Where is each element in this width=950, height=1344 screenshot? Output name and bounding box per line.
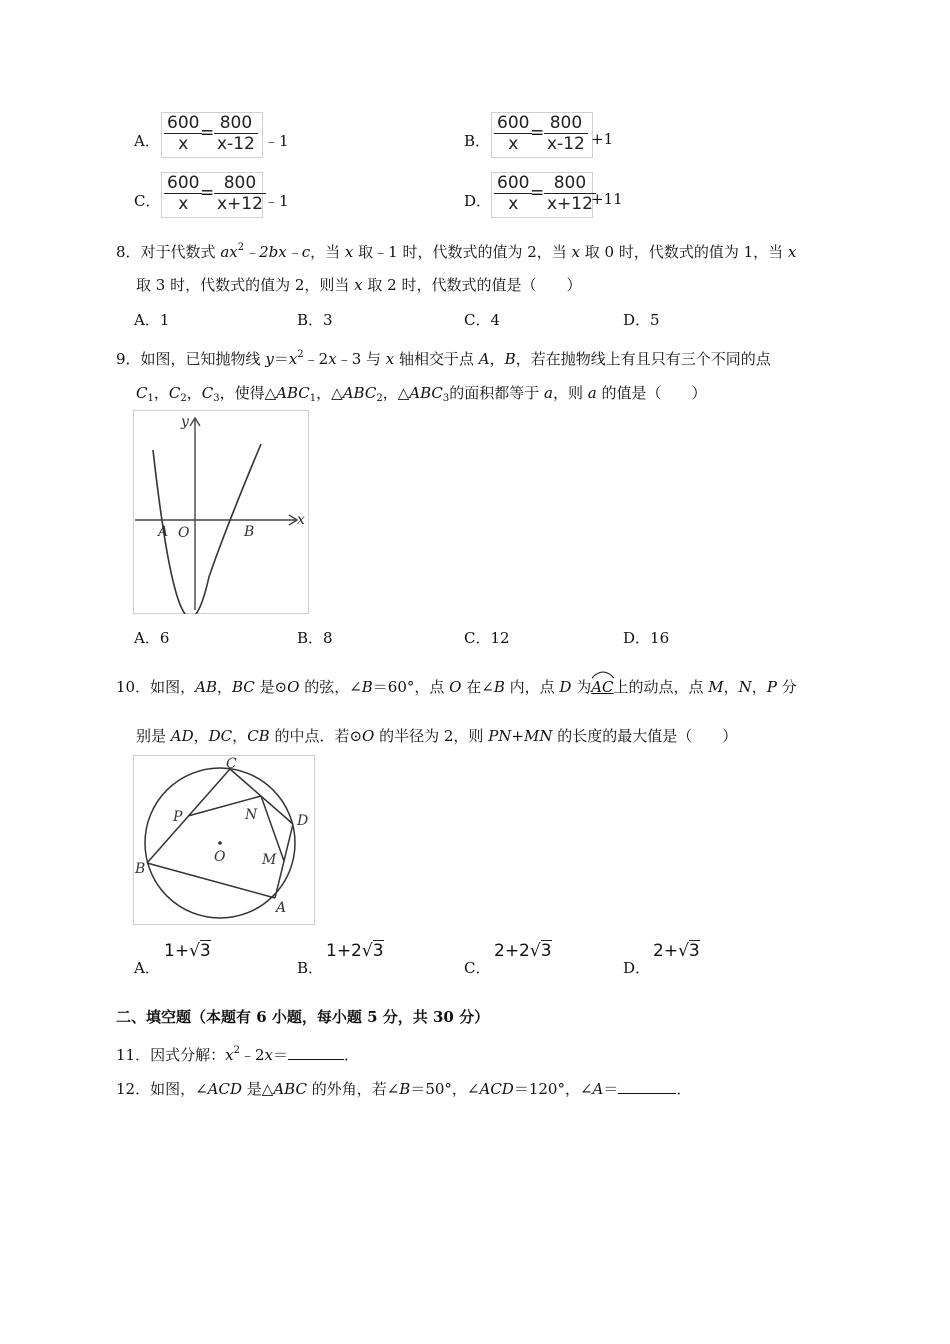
radicand: 3 bbox=[540, 941, 552, 961]
label-o: O bbox=[214, 849, 226, 865]
text: 因式分解： bbox=[150, 1046, 226, 1064]
q7-option-b-label: B． bbox=[464, 132, 491, 150]
subscript: 1 bbox=[309, 393, 317, 404]
var: x bbox=[385, 350, 395, 368]
text: ＝ bbox=[273, 350, 289, 368]
radicand: 3 bbox=[372, 941, 384, 961]
q10-option-c-expr bbox=[494, 941, 552, 961]
exponent: 2 bbox=[233, 1045, 240, 1056]
var: N bbox=[738, 678, 752, 696]
arc-icon bbox=[590, 668, 616, 680]
text: ＝120°，∠ bbox=[513, 1080, 593, 1098]
text: ＝ bbox=[272, 1046, 288, 1064]
subscript: 1 bbox=[147, 393, 154, 404]
text: 是△ bbox=[242, 1080, 274, 1098]
var: A bbox=[478, 350, 490, 368]
text: + bbox=[511, 727, 524, 745]
point-a-label: A bbox=[158, 524, 169, 540]
var: x bbox=[328, 350, 337, 368]
point-b-label: B bbox=[244, 524, 255, 540]
q8-line-2 bbox=[136, 275, 582, 295]
var: ABC bbox=[273, 1080, 307, 1098]
equals-sign: = bbox=[200, 183, 215, 203]
text: ﹣2 bbox=[239, 1046, 265, 1064]
q9-line-1 bbox=[116, 345, 771, 369]
numerator: 800 bbox=[223, 173, 257, 193]
q8-option-b: B．3 bbox=[297, 311, 333, 329]
section-title: 二、填空题（本题有 6 小题，每小题 5 分，共 30 分） bbox=[116, 1008, 490, 1026]
text: 为 bbox=[571, 678, 592, 696]
denominator: x bbox=[164, 193, 202, 214]
numerator: 600 bbox=[497, 173, 530, 193]
text: 的面积都等于 bbox=[449, 384, 545, 402]
numerator: 600 bbox=[497, 113, 530, 133]
var: a bbox=[544, 384, 553, 402]
var: y bbox=[265, 350, 274, 368]
var: M bbox=[708, 678, 724, 696]
var: CB bbox=[247, 727, 270, 745]
sqrt-icon: √ bbox=[529, 941, 541, 961]
var: C bbox=[201, 384, 214, 402]
q10-option-d-expr bbox=[653, 941, 700, 961]
q8-line-1 bbox=[116, 238, 796, 262]
q10-option-c-label: C． bbox=[464, 959, 491, 977]
text: 上的动点，点 bbox=[613, 678, 709, 696]
var: ACD bbox=[207, 1080, 243, 1098]
q10-option-d-label: D． bbox=[623, 959, 651, 977]
text: 内，点 bbox=[504, 678, 560, 696]
var: MN bbox=[524, 727, 553, 745]
expr: 1+ bbox=[164, 941, 190, 961]
var: ABC bbox=[276, 384, 310, 402]
q10-line-2 bbox=[136, 726, 737, 746]
arc-ac bbox=[591, 677, 613, 697]
var: PN bbox=[488, 727, 512, 745]
text: 如图，∠ bbox=[150, 1080, 208, 1098]
expr: ﹣2bx﹣c bbox=[244, 243, 311, 261]
text: 的弦，∠ bbox=[299, 678, 362, 696]
expr: 2+2 bbox=[494, 941, 530, 961]
q7-option-c-tail: ﹣1 bbox=[264, 192, 289, 210]
var: O bbox=[362, 727, 375, 745]
label-p: P bbox=[173, 809, 183, 825]
var: AB bbox=[195, 678, 217, 696]
origin-label: O bbox=[178, 525, 190, 541]
text: ， bbox=[232, 727, 248, 745]
text: ，使得△ bbox=[219, 384, 277, 402]
q7-option-b-formula bbox=[491, 112, 593, 158]
q10-option-b-label: B． bbox=[297, 959, 324, 977]
radicand: 3 bbox=[199, 941, 211, 961]
sqrt-icon: √ bbox=[361, 941, 373, 961]
text: 的长度的最大值是（ ） bbox=[552, 727, 738, 745]
var: P bbox=[766, 678, 777, 696]
text: 别是 bbox=[136, 727, 171, 745]
label-m: M bbox=[262, 852, 277, 868]
q7-option-a-label: A． bbox=[134, 132, 160, 150]
var: B bbox=[399, 1080, 411, 1098]
q9-line-2 bbox=[136, 383, 707, 409]
answer-blank[interactable] bbox=[288, 1045, 344, 1060]
denominator: x bbox=[494, 133, 532, 154]
q10-option-b-expr bbox=[326, 941, 384, 961]
text: ，△ bbox=[316, 384, 343, 402]
q7-option-a-formula bbox=[161, 112, 263, 158]
var: ACD bbox=[479, 1080, 514, 1098]
text: 轴相交于点 bbox=[394, 350, 479, 368]
var: O bbox=[449, 678, 462, 696]
q8-option-c: C．4 bbox=[464, 311, 501, 329]
var: O bbox=[287, 678, 300, 696]
text: ， bbox=[751, 678, 767, 696]
denominator: x-12 bbox=[214, 133, 258, 154]
q9-parabola-figure bbox=[133, 410, 309, 614]
q7-option-c-label: C． bbox=[134, 192, 161, 210]
figure-border bbox=[134, 411, 309, 614]
label-b: B bbox=[135, 861, 146, 877]
q9-option-b: B．8 bbox=[297, 629, 333, 647]
var: x bbox=[264, 1046, 273, 1064]
text: 是⊙ bbox=[254, 678, 288, 696]
q8-option-a: A．1 bbox=[134, 311, 170, 329]
sqrt-icon: √ bbox=[189, 941, 200, 961]
text: ＝60°，点 bbox=[372, 678, 450, 696]
var: DC bbox=[208, 727, 233, 745]
text: 如图， bbox=[150, 678, 196, 696]
q7-option-d-formula bbox=[491, 172, 593, 218]
var: AD bbox=[170, 727, 194, 745]
numerator: 800 bbox=[549, 113, 583, 133]
q9-option-c: C．12 bbox=[464, 629, 510, 647]
text: ， bbox=[193, 727, 209, 745]
denominator: x bbox=[164, 133, 202, 154]
var: D bbox=[559, 678, 572, 696]
denominator: x+12 bbox=[544, 193, 596, 214]
numerator: 800 bbox=[553, 173, 587, 193]
text: 的外角，若∠ bbox=[306, 1080, 400, 1098]
text: ，则 bbox=[552, 384, 588, 402]
center-dot bbox=[218, 841, 222, 845]
var: B bbox=[493, 678, 505, 696]
text: ， bbox=[216, 678, 232, 696]
text: ， bbox=[489, 350, 505, 368]
text: 在∠ bbox=[461, 678, 494, 696]
var: A bbox=[592, 1080, 604, 1098]
text: 取 0 时，代数式的值为 1，当 bbox=[580, 243, 788, 261]
subscript: 3 bbox=[442, 393, 450, 404]
text: ＝ bbox=[603, 1080, 619, 1098]
text: ，当 bbox=[310, 243, 345, 261]
text: 的半径为 2，则 bbox=[374, 727, 489, 745]
text: 分 bbox=[776, 678, 797, 696]
text: ． bbox=[343, 1046, 359, 1064]
text: 的中点．若⊙ bbox=[269, 727, 363, 745]
subscript: 3 bbox=[213, 393, 220, 404]
q10-line-1 bbox=[116, 677, 797, 697]
q10-circle-figure bbox=[133, 755, 315, 925]
question-number: 11． bbox=[116, 1046, 151, 1064]
text: 取 2 时，代数式的值是（ ） bbox=[362, 276, 582, 294]
var: x bbox=[344, 243, 354, 261]
var: BC bbox=[231, 678, 255, 696]
answer-blank[interactable] bbox=[618, 1079, 676, 1094]
var: x bbox=[225, 1046, 234, 1064]
sqrt-icon: √ bbox=[678, 941, 689, 961]
subscript: 2 bbox=[180, 393, 187, 404]
q7-option-d-tail: +11 bbox=[591, 190, 623, 208]
var: a bbox=[587, 384, 597, 402]
var: x bbox=[787, 243, 797, 261]
label-d: D bbox=[297, 813, 309, 829]
text: ， bbox=[723, 678, 739, 696]
denominator: x bbox=[494, 193, 532, 214]
label-n: N bbox=[245, 807, 258, 823]
equals-sign: = bbox=[530, 183, 545, 203]
var: x bbox=[288, 350, 298, 368]
expr: ax bbox=[220, 243, 238, 261]
var: C bbox=[168, 384, 181, 402]
subscript: 2 bbox=[376, 393, 383, 404]
equals-sign: = bbox=[200, 123, 215, 143]
q7-option-b-tail: +1 bbox=[591, 130, 614, 148]
x-label: x bbox=[297, 512, 305, 528]
text: ， bbox=[153, 384, 169, 402]
text: ﹣2 bbox=[303, 350, 329, 368]
radicand: 3 bbox=[688, 941, 700, 961]
question-number: 9． bbox=[116, 350, 141, 368]
q9-option-a: A．6 bbox=[134, 629, 170, 647]
q8-option-d: D．5 bbox=[623, 311, 660, 329]
text: ＝50°，∠ bbox=[410, 1080, 480, 1098]
exponent: 2 bbox=[297, 349, 304, 360]
expr: 1+2 bbox=[326, 941, 362, 961]
q11-line bbox=[116, 1041, 359, 1065]
equals-sign: = bbox=[530, 123, 545, 143]
var: x bbox=[571, 243, 581, 261]
numerator: 800 bbox=[219, 113, 253, 133]
text: ，△ bbox=[382, 384, 410, 402]
question-number: 8． bbox=[116, 243, 141, 261]
q7-option-a-tail: ﹣1 bbox=[264, 132, 289, 150]
var: C bbox=[136, 384, 148, 402]
text: 取 3 时，代数式的值为 2，则当 bbox=[136, 276, 355, 294]
denominator: x+12 bbox=[214, 193, 266, 214]
question-number: 12． bbox=[116, 1080, 151, 1098]
text: 如图，已知抛物线 bbox=[140, 350, 266, 368]
text: ． bbox=[676, 1080, 692, 1098]
expr: 2+ bbox=[653, 941, 679, 961]
question-number: 10． bbox=[116, 678, 151, 696]
label-a: A bbox=[276, 900, 287, 916]
y-label: y bbox=[181, 414, 189, 430]
text: 对于代数式 bbox=[140, 243, 221, 261]
q10-option-a-label: A． bbox=[134, 959, 160, 977]
var: B bbox=[361, 678, 373, 696]
q10-option-a-expr bbox=[164, 941, 211, 961]
q9-option-d: D．16 bbox=[623, 629, 670, 647]
numerator: 600 bbox=[167, 173, 200, 193]
denominator: x-12 bbox=[544, 133, 588, 154]
q7-option-d-label: D． bbox=[464, 192, 492, 210]
text: ， bbox=[186, 384, 202, 402]
var: ABC bbox=[409, 384, 443, 402]
exponent: 2 bbox=[237, 242, 245, 253]
numerator: 600 bbox=[167, 113, 200, 133]
text: ﹣3 与 bbox=[336, 350, 386, 368]
text: ，若在抛物线上有且只有三个不同的点 bbox=[515, 350, 771, 368]
var: x bbox=[354, 276, 363, 294]
var: ABC bbox=[342, 384, 377, 402]
var: AC bbox=[591, 678, 614, 696]
var: B bbox=[504, 350, 516, 368]
label-c: C bbox=[226, 756, 237, 772]
figure-border bbox=[134, 756, 315, 925]
q12-line bbox=[116, 1079, 691, 1099]
text: 的值是（ ） bbox=[596, 384, 707, 402]
text: 取﹣1 时，代数式的值为 2，当 bbox=[353, 243, 572, 261]
q7-option-c-formula bbox=[161, 172, 263, 218]
